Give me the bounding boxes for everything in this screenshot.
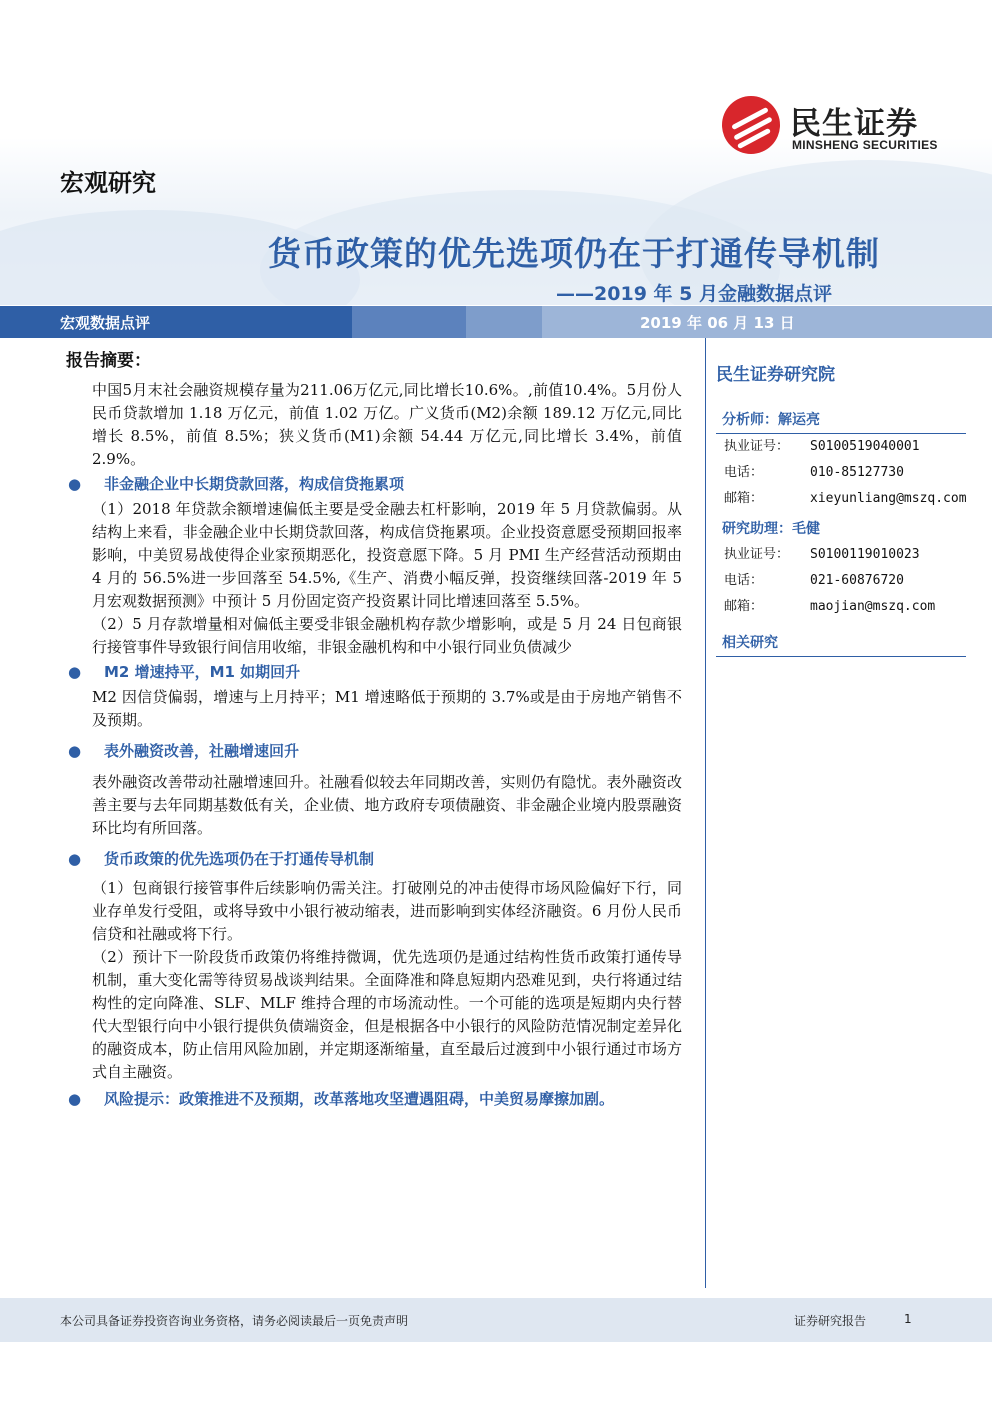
research-institute: 民生证券研究院 (716, 365, 835, 385)
section-paragraph: （2）预计下一阶段货币政策仍将维持微调，优先选项仍是通过结构性货币政策打通传导机制，重大变化需等待贸易战谈判结果。全面降准和降息短期内恐难见到，央行将通过结构性的定向降准、SLF、MLF 维持合理的市场流动性。一个可能的选项是短期内央行替代大型银行向中小银行提供负债端资金，但是根据各中小银行的风险防范情况制定差异化的融资成本，防止信用风险加剧，并定期逐渐缩量，直至最后过渡到中小银行通过市场方式自主融资。 (92, 948, 682, 1081)
section-paragraph: （2）5 月存款增量相对偏低主要受非银金融机构存款少增影响，或是 5 月 24 日包商银行接管事件导致银行间信用收缩，非银金融机构和中小银行同业负债减少 (92, 615, 682, 656)
footer-disclaimer: 本公司具备证券投资咨询业务资格，请务必阅读最后一页免责声明 (60, 1314, 409, 1328)
section-heading: ● M2 增速持平，M1 如期回升 (66, 661, 682, 684)
page-number: 1 (904, 1312, 912, 1326)
bullet-icon: ● (68, 1090, 82, 1108)
assistant-license: 执业证号： S0100119010023 (724, 547, 920, 562)
section-heading: ● 表外融资改善，社融增速回升 (66, 740, 682, 763)
abstract-heading: 报告摘要： (66, 351, 151, 371)
analyst-phone: 电话： 010-85127730 (724, 465, 904, 480)
column-divider (705, 338, 706, 1288)
bullet-icon: ● (68, 850, 82, 868)
report-subtitle: ——2019 年 5 月金融数据点评 (556, 283, 832, 305)
assistant-heading: 研究助理：毛健 (722, 521, 820, 537)
sidebar (716, 360, 966, 657)
report-category: 宏观研究 (60, 169, 156, 197)
analyst-heading: 分析师：解运亮 (716, 403, 966, 434)
section-paragraph: 表外融资改善带动社融增速回升。社融看似较去年同期改善，实则仍有隐忧。表外融资改善主要与去年同期基数低有关，企业债、地方政府专项债融资、非金融企业境内股票融资环比均有所回落。 (92, 773, 682, 837)
footer-report-type: 证券研究报告 (794, 1314, 867, 1328)
section-paragraph: （1）包商银行接管事件后续影响仍需关注。打破刚兑的冲击使得市场风险偏好下行，同业存单发行受阻，或将导致中小银行被动缩表，进而影响到实体经济融资。6 月份人民币信贷和社融或将下行。 (92, 879, 682, 943)
section-paragraph: M2 因信贷偏弱，增速与上月持平；M1 增速略低于预期的 3.7%或是由于房地产销售不及预期。 (92, 688, 682, 729)
related-research-heading: 相关研究 (716, 626, 966, 657)
page-footer (0, 1298, 992, 1342)
section-bar (0, 306, 992, 338)
report-date: 2019 年 06 月 13 日 (640, 314, 795, 332)
abstract (66, 346, 682, 1113)
assistant-phone: 电话： 021-60876720 (724, 573, 904, 588)
bullet-icon: ● (68, 742, 82, 760)
section-heading: ● 非金融企业中长期贷款回落，构成信贷拖累项 (66, 473, 682, 496)
analyst-license: 执业证号： S0100519040001 (724, 439, 920, 454)
section-paragraph: （1）2018 年贷款余额增速偏低主要是受金融去杠杆影响，2019 年 5 月贷款偏弱。从结构上来看，非金融企业中长期贷款回落，构成信贷拖累项。企业投资意愿受预期回报率影响，中美贸易战使得企业家预期恶化，投资意愿下降。5 月 PMI 生产经营活动预期由 4 月的 56.5%进一步回落至 54.5%,《生产、消费小幅反弹，投资继续回落-2019 年 5 月宏观数据预测》中预计 5 月份固定资产投资累计同比增速回落至 5.5%。 (92, 500, 682, 610)
brand-name-cn: 民生证券 (790, 106, 918, 142)
report-title: 货币政策的优先选项仍在于打通传导机制 (268, 234, 880, 273)
abstract-intro: 中国5月末社会融资规模存量为211.06万亿元,同比增长10.6%。,前值10.4%。5月份人民币贷款增加 1.18 万亿元，前值 1.02 万亿。广义货币(M2)余额 189.12 万亿元,同比增长 8.5%，前值 8.5%；狭义货币(M1)余额 54.44 万亿元,同比增长 3.4%，前值 2.9%。 (92, 381, 682, 468)
bullet-icon: ● (68, 663, 82, 681)
logo-mark-icon (722, 96, 780, 154)
risk-warning: ● 风险提示：政策推进不及预期，改革落地攻坚遭遇阻碍，中美贸易摩擦加剧。 (66, 1088, 682, 1111)
section-heading: ● 货币政策的优先选项仍在于打通传导机制 (66, 848, 682, 871)
bar-report-type: 宏观数据点评 (60, 314, 151, 332)
assistant-email[interactable]: 邮箱： maojian@mszq.com (724, 599, 936, 614)
bullet-icon: ● (68, 475, 82, 493)
brand-logo (722, 96, 962, 156)
analyst-email[interactable]: 邮箱： xieyunliang@mszq.com (724, 491, 967, 506)
brand-name-en: MINSHENG SECURITIES (792, 138, 938, 152)
